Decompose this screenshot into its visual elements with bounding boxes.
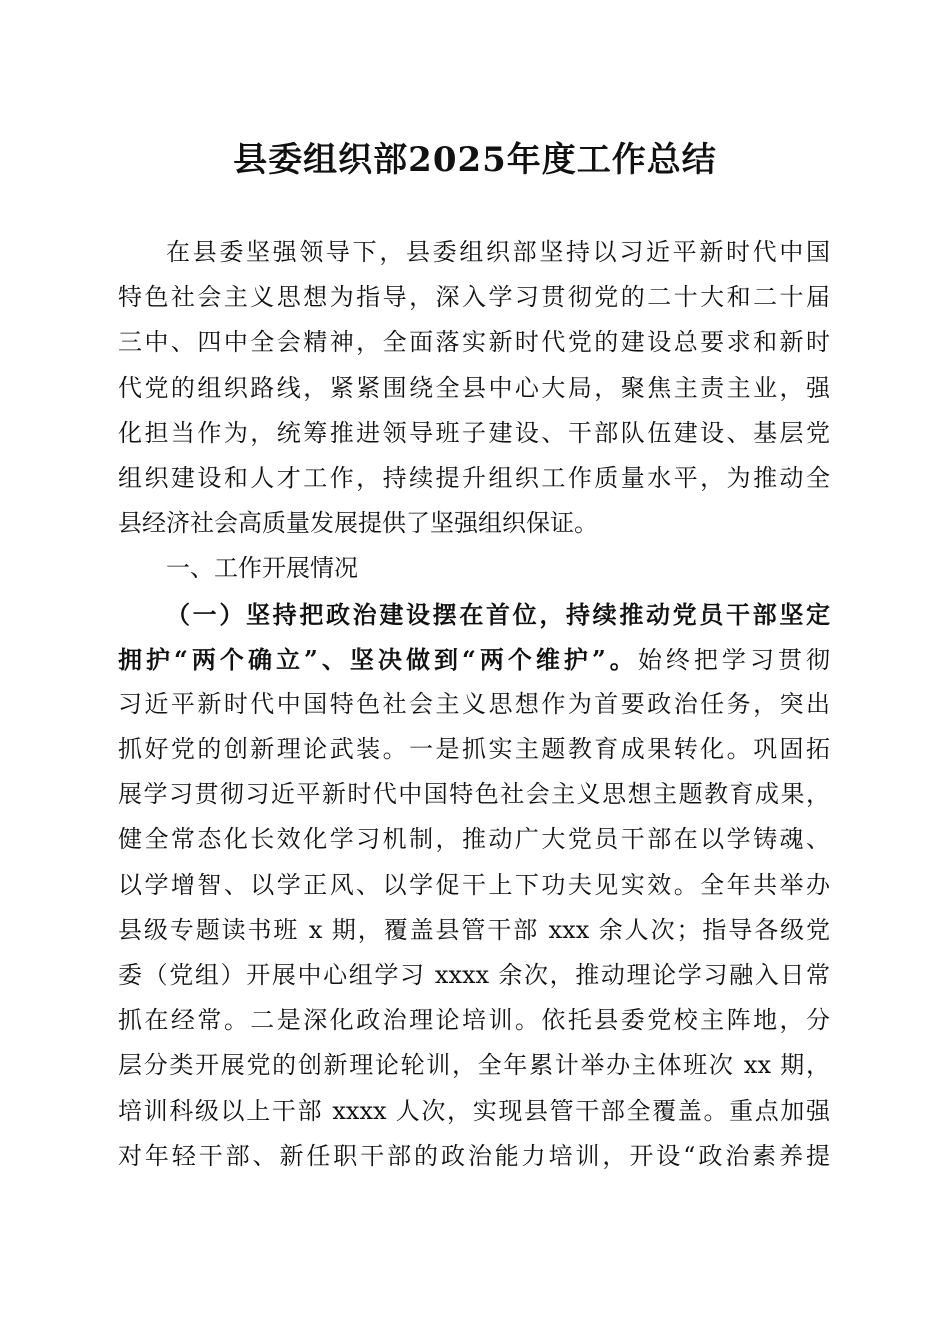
paragraph-line: 特色社会主义思想为指导，深入学习贯彻党的二十大和二十届 <box>118 283 830 312</box>
paragraph-line: 习近平新时代中国特色社会主义思想作为首要政治任务，突出 <box>118 689 830 718</box>
paragraph-line: 抓好党的创新理论武装。一是抓实主题教育成果转化。巩固拓 <box>118 735 830 764</box>
paragraph-line: 层分类开展党的创新理论轮训，全年累计举办主体班次 xx 期， <box>118 1051 830 1080</box>
paragraph-text: 始终把学习贯彻 <box>637 645 831 674</box>
subsection-heading: （一）坚持把政治建设摆在首位，持续推动党员干部坚定 <box>166 599 830 629</box>
section-heading: 一、工作开展情况 <box>166 554 358 583</box>
paragraph-line: 县经济社会高质量发展提供了坚强组织保证。 <box>118 509 598 538</box>
page-title: 县委组织部2025年度工作总结 <box>233 140 717 180</box>
subsection-heading-continued <box>118 637 830 682</box>
document-body <box>118 230 830 1179</box>
paragraph-line: 对年轻干部、新任职干部的政治能力培训，开设“政治素养提 <box>118 1141 830 1170</box>
paragraph-line: 代党的组织路线，紧紧围绕全县中心大局，聚焦主责主业，强 <box>118 373 830 402</box>
paragraph-line: 在县委坚强领导下，县委组织部坚持以习近平新时代中国 <box>166 238 830 266</box>
subsection-heading-tail: 拥护“两个确立”、坚决做到“两个维护”。 <box>118 644 638 674</box>
paragraph-line: 委（党组）开展中心组学习 xxxx 余次，推动理论学习融入日常 <box>118 961 830 989</box>
paragraph-line: 健全常态化长效化学习机制，推动广大党员干部在以学铸魂、 <box>118 825 830 854</box>
paragraph-line: 培训科级以上干部 xxxx 人次，实现县管干部全覆盖。重点加强 <box>118 1096 830 1125</box>
paragraph-line: 三中、四中全会精神，全面落实新时代党的建设总要求和新时 <box>118 328 830 357</box>
paragraph-line: 以学增智、以学正风、以学促干上下功夫见实效。全年共举办 <box>118 870 830 899</box>
paragraph-line: 展学习贯彻习近平新时代中国特色社会主义思想主题教育成果， <box>118 780 830 809</box>
paragraph-line: 抓在经常。二是深化政治理论培训。依托县委党校主阵地，分 <box>118 1006 830 1035</box>
paragraph-line: 组织建设和人才工作，持续提升组织工作质量水平，为推动全 <box>118 463 830 492</box>
paragraph-line: 化担当作为，统筹推进领导班子建设、干部队伍建设、基层党 <box>118 418 830 447</box>
paragraph-line: 县级专题读书班 x 期，覆盖县管干部 xxx 余人次；指导各级党 <box>118 915 830 944</box>
